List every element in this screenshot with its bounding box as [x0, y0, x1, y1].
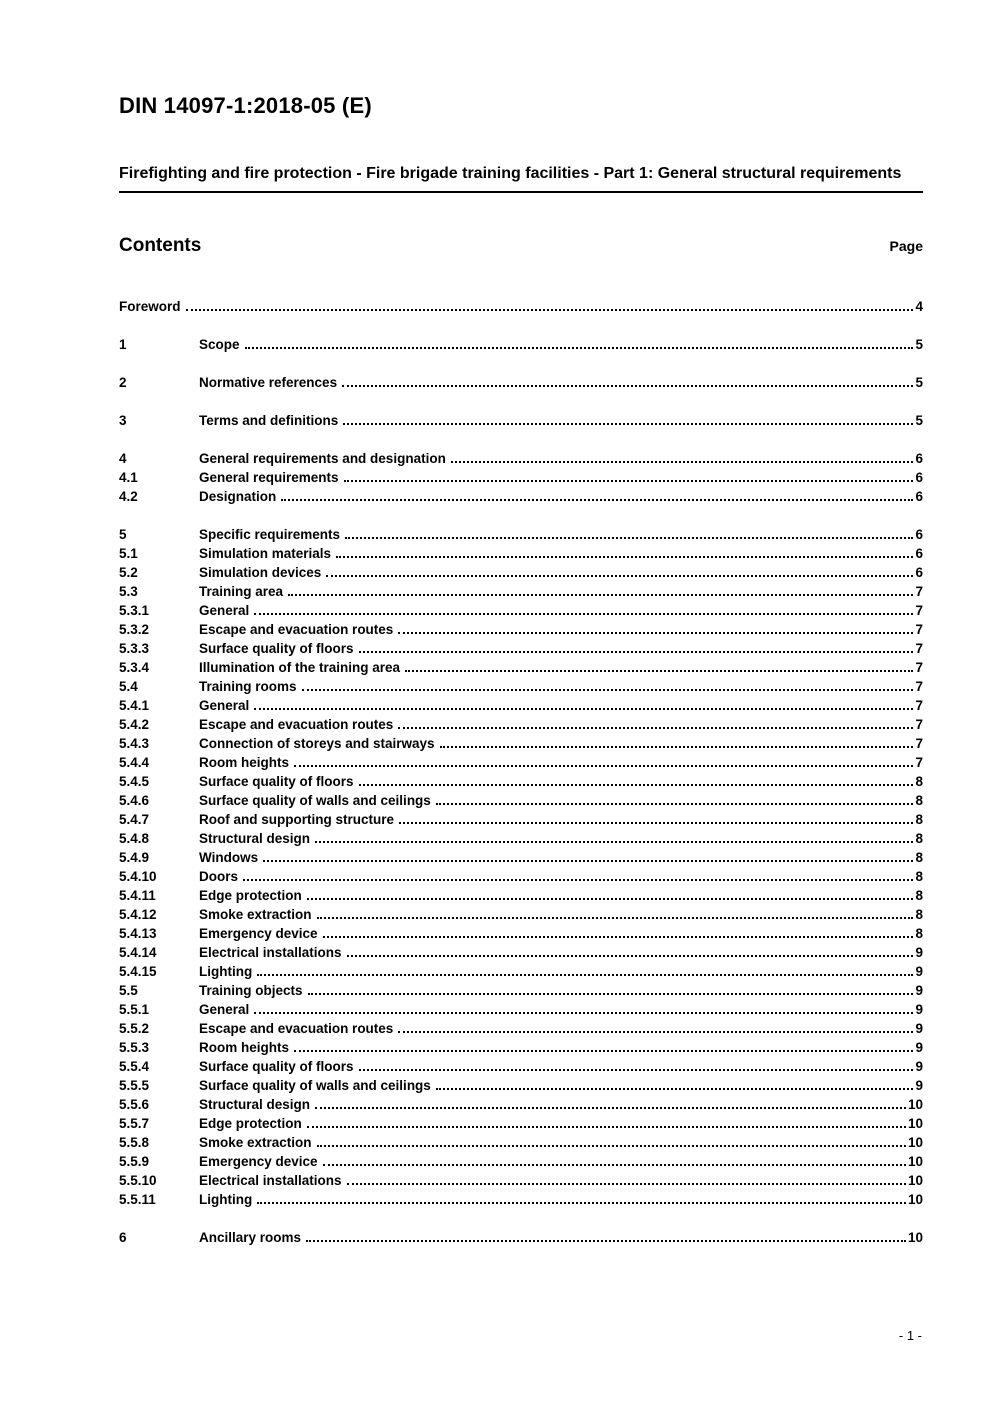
toc-entry-number: 5.4.4: [119, 755, 150, 770]
toc-entry: [119, 449, 923, 468]
toc-entry-page: 5: [915, 413, 923, 428]
toc-leader-dots: [405, 670, 913, 672]
toc-entry: [119, 924, 923, 943]
toc-entry-number: 6: [119, 1230, 127, 1245]
toc-entry-number: 5.5.3: [119, 1040, 150, 1055]
toc-entry: [119, 1076, 923, 1095]
toc-entry: [119, 981, 923, 1000]
toc-entry-page: 8: [915, 888, 923, 903]
toc-entry: [119, 658, 923, 677]
toc-entry-title: Edge protection: [199, 1116, 302, 1131]
toc-entry: [119, 943, 923, 962]
toc-entry-title: Surface quality of walls and ceilings: [199, 793, 431, 808]
toc-entry-title: Scope: [199, 337, 240, 352]
toc-entry-page: 8: [915, 869, 923, 884]
toc-entry-title: Surface quality of floors: [199, 774, 354, 789]
toc-entry-title: Surface quality of floors: [199, 1059, 354, 1074]
toc-entry-page: 6: [915, 546, 923, 561]
toc-entry-page: 8: [915, 926, 923, 941]
contents-header: [119, 235, 923, 257]
toc-entry-title: Surface quality of walls and ceilings: [199, 1078, 431, 1093]
toc-leader-dots: [359, 1069, 914, 1071]
toc-entry-number: 4.1: [119, 470, 138, 485]
toc-entry-page: 5: [915, 375, 923, 390]
toc-entry-title: Designation: [199, 489, 277, 504]
toc-entry-number: 5.3.2: [119, 622, 150, 637]
toc-leader-dots: [398, 632, 913, 634]
toc-leader-dots: [344, 480, 914, 482]
toc-entry-page: 10: [907, 1192, 923, 1207]
toc-entry-number: 5.4.10: [119, 869, 157, 884]
toc-entry-title: Specific requirements: [199, 527, 341, 542]
toc-entry-number: 5.4.14: [119, 945, 157, 960]
toc-entry-title: Lighting: [199, 964, 253, 979]
toc-entry-title: Structural design: [199, 831, 311, 846]
toc-entry: [119, 677, 923, 696]
toc-entry: [119, 791, 923, 810]
toc-entry-page: 5: [915, 337, 923, 352]
toc-entry-page: 8: [915, 774, 923, 789]
toc-entry: [119, 411, 923, 430]
toc-entry-page: 9: [915, 1040, 923, 1055]
toc-entry-page: 4: [915, 299, 923, 314]
toc-entry: [119, 734, 923, 753]
toc-leader-dots: [254, 708, 913, 710]
toc-entry: [119, 544, 923, 563]
toc-leader-dots: [317, 1145, 906, 1147]
toc-leader-dots: [263, 860, 913, 862]
toc-entry-page: 7: [915, 660, 923, 675]
toc-entry: [119, 1133, 923, 1152]
toc-entry-title: Connection of storeys and stairways: [199, 736, 435, 751]
toc-entry-title: Surface quality of floors: [199, 641, 354, 656]
toc-leader-dots: [343, 423, 913, 425]
toc-entry-title: Roof and supporting structure: [199, 812, 394, 827]
toc-entry-title: Terms and definitions: [199, 413, 339, 428]
toc-entry: [119, 1000, 923, 1019]
toc-entry-title: Training rooms: [199, 679, 297, 694]
toc-entry-title: Emergency device: [199, 926, 318, 941]
toc-leader-dots: [306, 1240, 906, 1242]
toc-leader-dots: [347, 1183, 906, 1185]
toc-entry: [119, 373, 923, 392]
toc-entry-number: 5.5.6: [119, 1097, 150, 1112]
toc-entry: [119, 582, 923, 601]
toc-entry-title: Room heights: [199, 1040, 289, 1055]
toc-entry-page: 9: [915, 1021, 923, 1036]
toc-entry-title: Edge protection: [199, 888, 302, 903]
toc-entry-title: General: [199, 1002, 250, 1017]
toc-entry-number: 4: [119, 451, 127, 466]
toc-leader-dots: [317, 917, 914, 919]
toc-entry: [119, 848, 923, 867]
toc-entry: [119, 1152, 923, 1171]
toc-entry-page: 8: [915, 793, 923, 808]
toc-leader-dots: [436, 1088, 914, 1090]
toc-entry-page: 8: [915, 831, 923, 846]
toc-entry-page: 10: [907, 1173, 923, 1188]
toc-entry: [119, 1057, 923, 1076]
toc-entry: [119, 487, 923, 506]
toc-entry-page: 7: [915, 698, 923, 713]
toc-entry-page: 8: [915, 907, 923, 922]
toc-entry: [119, 1171, 923, 1190]
toc-entry-page: 10: [907, 1116, 923, 1131]
toc-entry-number: 5.4.1: [119, 698, 150, 713]
toc-entry-title: Doors: [199, 869, 239, 884]
standard-reference: DIN 14097-1:2018-05 (E): [119, 93, 372, 118]
toc-entry-number: 5.4.5: [119, 774, 150, 789]
toc-leader-dots: [451, 461, 914, 463]
toc-entry-number: 5.5.2: [119, 1021, 150, 1036]
toc-entry-number: 5.5.11: [119, 1192, 156, 1207]
toc-entry-title: Structural design: [199, 1097, 311, 1112]
toc-entry-number: 5.4.2: [119, 717, 150, 732]
toc-leader-dots: [315, 841, 913, 843]
toc-leader-dots: [345, 537, 913, 539]
toc-leader-dots: [342, 385, 913, 387]
toc-entry-title: Simulation devices: [199, 565, 322, 580]
toc-entry: [119, 696, 923, 715]
toc-entry-title: Escape and evacuation routes: [199, 1021, 394, 1036]
toc-entry-number: 5.4.11: [119, 888, 156, 903]
toc-entry-number: 3: [119, 413, 127, 428]
toc-entry: [119, 620, 923, 639]
toc-entry-title: General: [199, 603, 250, 618]
toc-entry-page: 6: [915, 565, 923, 580]
toc-entry-number: 5.5: [119, 983, 138, 998]
toc-entry-title: Smoke extraction: [199, 1135, 312, 1150]
toc-leader-dots: [186, 309, 914, 311]
toc-entry: [119, 1019, 923, 1038]
toc-entry-page: 10: [907, 1097, 923, 1112]
toc-leader-dots: [257, 974, 913, 976]
toc-entry-title: General requirements and designation: [199, 451, 446, 466]
toc-entry-page: 7: [915, 622, 923, 637]
toc-entry-page: 9: [915, 964, 923, 979]
page-column-label: Page: [889, 238, 923, 254]
toc-entry-page: 7: [915, 736, 923, 751]
toc-entry: [119, 468, 923, 487]
toc-entry-title: Illumination of the training area: [199, 660, 401, 675]
toc-entry-title: Lighting: [199, 1192, 253, 1207]
toc-entry: [119, 639, 923, 658]
toc-entry-number: 5.4.8: [119, 831, 150, 846]
toc-leader-dots: [398, 1031, 913, 1033]
toc-entry-title: Training area: [199, 584, 284, 599]
toc-entry-title: Electrical installations: [199, 1173, 342, 1188]
toc-entry-page: 7: [915, 717, 923, 732]
toc-entry-number: 5.4.7: [119, 812, 150, 827]
toc-leader-dots: [436, 803, 914, 805]
toc-entry-number: 5.4: [119, 679, 138, 694]
toc-leader-dots: [288, 594, 913, 596]
toc-entry-number: 4.2: [119, 489, 138, 504]
toc-entry-page: 10: [907, 1154, 923, 1169]
toc-leader-dots: [281, 499, 913, 501]
toc-entry-number: 5.3: [119, 584, 138, 599]
toc-entry-page: 9: [915, 983, 923, 998]
toc-entry-number: 1: [119, 337, 127, 352]
toc-leader-dots: [254, 613, 913, 615]
toc-entry-title: Normative references: [199, 375, 338, 390]
toc-entry-page: 9: [915, 1059, 923, 1074]
toc-entry-page: 8: [915, 812, 923, 827]
toc-entry-title: Escape and evacuation routes: [199, 717, 394, 732]
toc-entry: [119, 297, 923, 316]
toc-entry: [119, 810, 923, 829]
toc-leader-dots: [294, 765, 913, 767]
toc-entry-number: 5.5.1: [119, 1002, 150, 1017]
toc-entry: [119, 1190, 923, 1209]
toc-entry-page: 6: [915, 451, 923, 466]
toc-entry-number: 5.3.3: [119, 641, 150, 656]
toc-entry-page: 7: [915, 584, 923, 599]
toc-entry-number: 5.2: [119, 565, 138, 580]
toc-leader-dots: [307, 1126, 906, 1128]
toc-leader-dots: [359, 784, 914, 786]
toc-leader-dots: [302, 689, 914, 691]
toc-leader-dots: [243, 879, 913, 881]
toc-entry: [119, 905, 923, 924]
toc-entry: [119, 563, 923, 582]
toc-entry-page: 6: [915, 489, 923, 504]
toc-entry-page: 10: [907, 1230, 923, 1245]
toc-leader-dots: [326, 575, 913, 577]
toc-leader-dots: [398, 727, 913, 729]
toc-entry: [119, 867, 923, 886]
toc-entry-number: 5.4.6: [119, 793, 150, 808]
toc-entry: [119, 1114, 923, 1133]
table-of-contents: [119, 297, 923, 1247]
document-title: Firefighting and fire protection - Fire brigade training facilities - Part 1: General structural requirements: [119, 163, 923, 193]
toc-entry-title: Emergency device: [199, 1154, 318, 1169]
toc-entry: [119, 601, 923, 620]
toc-entry-page: 9: [915, 1078, 923, 1093]
footer-page-number: - 1 -: [898, 1328, 922, 1343]
toc-entry-number: 5.4.15: [119, 964, 157, 979]
toc-entry: [119, 1038, 923, 1057]
toc-entry-page: 10: [907, 1135, 923, 1150]
toc-entry-number: 5.4.12: [119, 907, 157, 922]
toc-entry-page: 8: [915, 850, 923, 865]
toc-entry-title: Smoke extraction: [199, 907, 312, 922]
toc-entry-number: 2: [119, 375, 127, 390]
toc-leader-dots: [336, 556, 913, 558]
toc-entry-title: Ancillary rooms: [199, 1230, 302, 1245]
toc-leader-dots: [399, 822, 913, 824]
toc-entry-page: 6: [915, 470, 923, 485]
toc-entry-title: Windows: [199, 850, 259, 865]
toc-entry-page: 9: [915, 1002, 923, 1017]
toc-entry-page: 9: [915, 945, 923, 960]
toc-entry-number: 5.4.13: [119, 926, 157, 941]
toc-entry: [119, 1228, 923, 1247]
toc-entry-title: Foreword: [119, 299, 181, 314]
toc-entry-number: 5.4.9: [119, 850, 150, 865]
toc-leader-dots: [315, 1107, 906, 1109]
toc-leader-dots: [254, 1012, 913, 1014]
toc-leader-dots: [323, 936, 914, 938]
toc-entry: [119, 829, 923, 848]
toc-leader-dots: [359, 651, 914, 653]
toc-entry: [119, 335, 923, 354]
toc-entry-number: 5.5.8: [119, 1135, 150, 1150]
toc-entry: [119, 753, 923, 772]
toc-entry-title: Training objects: [199, 983, 303, 998]
toc-entry: [119, 962, 923, 981]
toc-entry-page: 6: [915, 527, 923, 542]
toc-entry-number: 5: [119, 527, 127, 542]
toc-entry-number: 5.5.9: [119, 1154, 150, 1169]
toc-leader-dots: [323, 1164, 906, 1166]
toc-entry-page: 7: [915, 641, 923, 656]
contents-heading: Contents: [119, 235, 202, 256]
toc-entry-number: 5.5.5: [119, 1078, 150, 1093]
toc-leader-dots: [307, 898, 914, 900]
toc-entry: [119, 1095, 923, 1114]
toc-leader-dots: [440, 746, 914, 748]
toc-leader-dots: [308, 993, 914, 995]
toc-leader-dots: [257, 1202, 906, 1204]
toc-entry-number: 5.5.4: [119, 1059, 150, 1074]
toc-entry: [119, 715, 923, 734]
toc-entry-number: 5.3.4: [119, 660, 150, 675]
toc-entry-title: General requirements: [199, 470, 339, 485]
toc-entry-title: Electrical installations: [199, 945, 342, 960]
toc-entry-page: 7: [915, 603, 923, 618]
toc-entry-number: 5.4.3: [119, 736, 150, 751]
toc-entry-number: 5.5.7: [119, 1116, 150, 1131]
toc-entry: [119, 525, 923, 544]
toc-entry-title: General: [199, 698, 250, 713]
toc-entry-number: 5.3.1: [119, 603, 150, 618]
toc-leader-dots: [347, 955, 914, 957]
toc-entry-title: Room heights: [199, 755, 289, 770]
toc-entry: [119, 772, 923, 791]
toc-entry: [119, 886, 923, 905]
toc-entry-number: 5.1: [119, 546, 138, 561]
toc-entry-title: Escape and evacuation routes: [199, 622, 394, 637]
toc-entry-page: 7: [915, 679, 923, 694]
toc-entry-page: 7: [915, 755, 923, 770]
toc-entry-number: 5.5.10: [119, 1173, 157, 1188]
toc-leader-dots: [245, 347, 914, 349]
toc-entry-title: Simulation materials: [199, 546, 332, 561]
toc-leader-dots: [294, 1050, 913, 1052]
